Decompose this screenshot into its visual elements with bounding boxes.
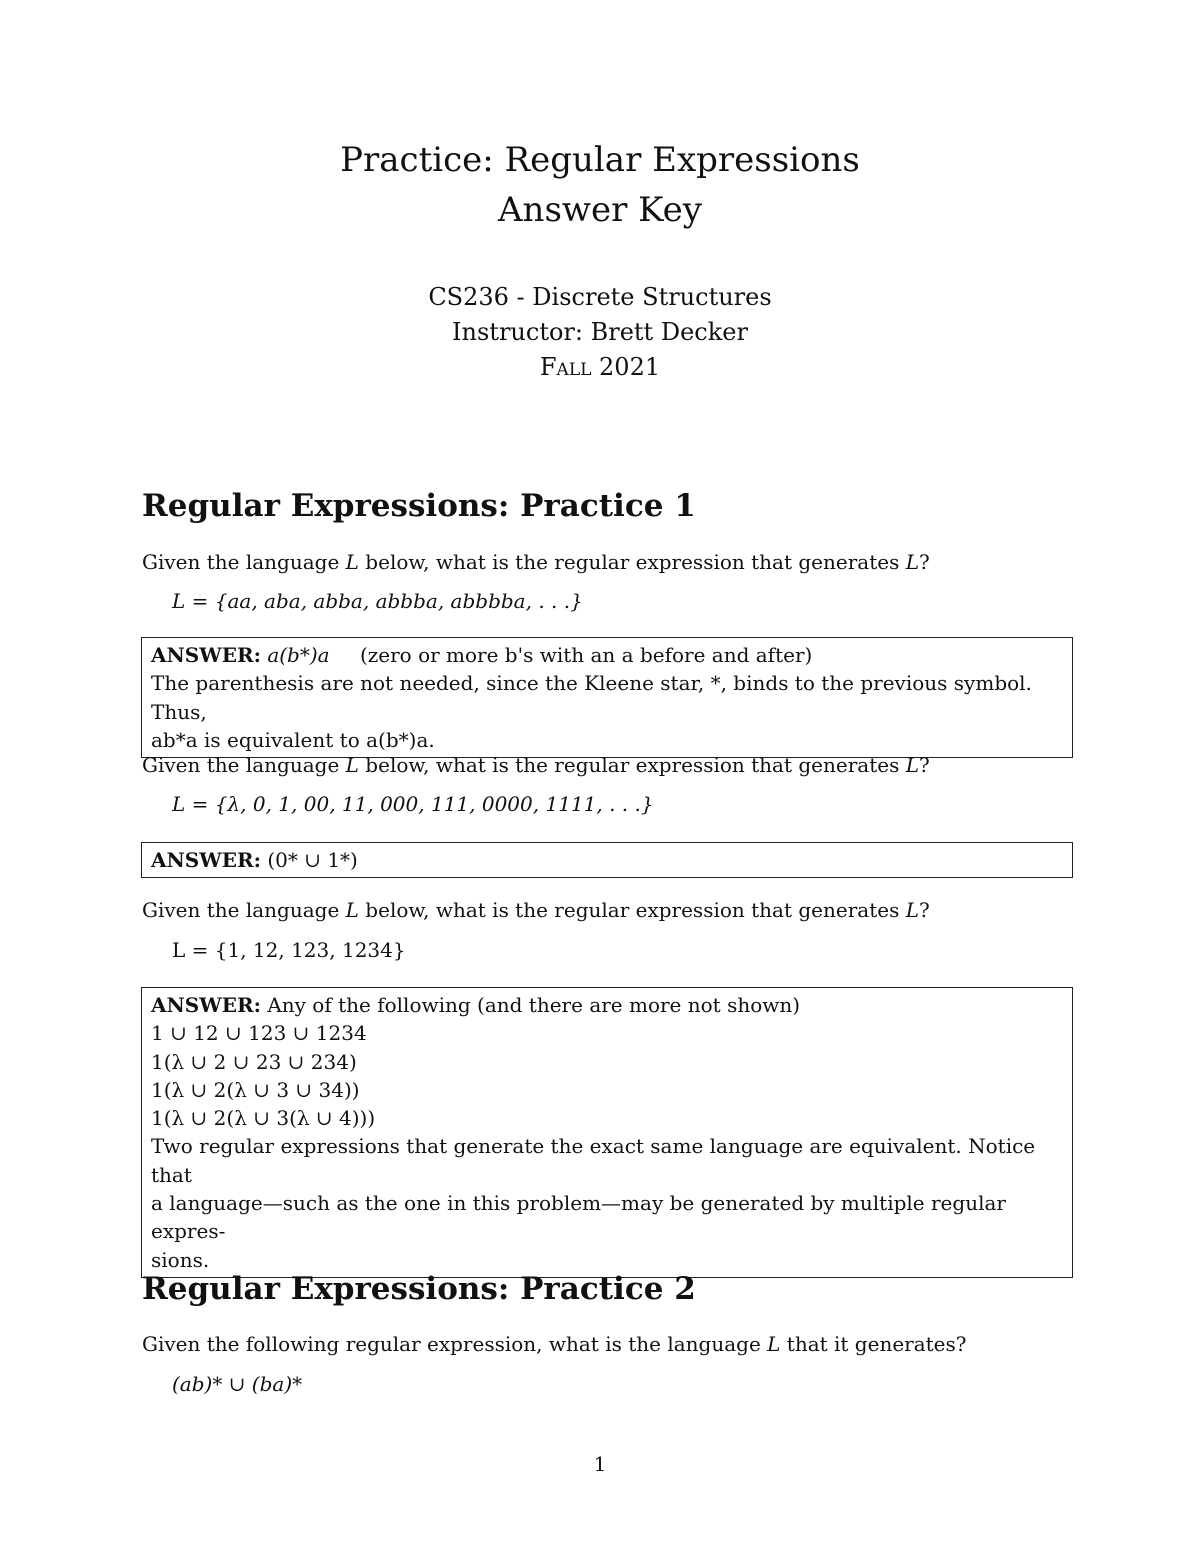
- question-text: below, what is the regular expression that generates: [358, 550, 906, 574]
- answer-expression: 1(λ ∪ 2 ∪ 23 ∪ 234): [151, 1049, 357, 1074]
- question-text: ?: [918, 898, 930, 922]
- answer-line: [151, 991, 1063, 1019]
- question-variable: L: [905, 550, 919, 574]
- question-text: ?: [918, 753, 930, 777]
- answer-box-2: [141, 842, 1073, 878]
- course-name: CS236 - Discrete Structures: [428, 283, 772, 311]
- section-heading-practice-1: Regular Expressions: Practice 1: [142, 488, 696, 524]
- answer-expression: 1(λ ∪ 2(λ ∪ 3 ∪ 34)): [151, 1077, 360, 1102]
- question-3: [142, 898, 930, 922]
- page-title: Practice: Regular Expressions: [340, 140, 860, 180]
- answer-explanation: sions.: [151, 1247, 210, 1272]
- question-text: Given the language: [142, 550, 346, 574]
- question-text: that it generates?: [780, 1332, 967, 1356]
- answer-explanation: The parenthesis are not needed, since the Kleene star, *, binds to the previous symbol. Thus,: [151, 671, 1032, 724]
- title-block: [0, 135, 1200, 235]
- question-text: ?: [918, 550, 930, 574]
- answer-explanation: ab*a is equivalent to a(b*)a.: [151, 727, 435, 752]
- instructor-name: Instructor: Brett Decker: [452, 318, 748, 346]
- regular-expression: (ab)* ∪ (ba)*: [172, 1372, 303, 1396]
- section-heading-practice-2: Regular Expressions: Practice 2: [142, 1271, 696, 1307]
- answer-explanation: a language—such as the one in this problem—may be generated by multiple regular expres-: [151, 1191, 1006, 1244]
- question-variable: L: [345, 898, 359, 922]
- answer-label: ANSWER:: [151, 993, 261, 1017]
- answer-label: ANSWER:: [151, 643, 261, 667]
- answer-line: [151, 641, 1063, 669]
- answer-expression: (0* ∪ 1*): [267, 848, 358, 872]
- question-text: Given the language: [142, 898, 346, 922]
- language-definition-1: L = {aa, aba, abba, abbba, abbbba, . . .}: [172, 589, 583, 613]
- page-number: 1: [593, 1452, 607, 1476]
- answer-explanation: Two regular expressions that generate the exact same language are equivalent. Notice that: [151, 1134, 1036, 1187]
- answer-label: ANSWER:: [151, 848, 261, 872]
- term: Fall 2021: [539, 353, 661, 381]
- answer-expression: 1(λ ∪ 2(λ ∪ 3(λ ∪ 4))): [151, 1106, 376, 1131]
- answer-box-1: [141, 637, 1073, 758]
- course-info: [0, 280, 1200, 385]
- question-variable: L: [905, 898, 919, 922]
- question-text: below, what is the regular expression that generates: [358, 753, 906, 777]
- page-subtitle: Answer Key: [498, 190, 702, 230]
- answer-expression: a(b*)a: [267, 643, 330, 667]
- answer-note: (zero or more b's with an a before and after): [359, 643, 813, 667]
- answer-expression: 1 ∪ 12 ∪ 123 ∪ 1234: [151, 1021, 367, 1046]
- question-4: [142, 1332, 967, 1356]
- question-variable: L: [345, 550, 359, 574]
- question-2: [142, 753, 930, 777]
- question-text: below, what is the regular expression that generates: [358, 898, 906, 922]
- question-text: Given the following regular expression, what is the language: [142, 1332, 768, 1356]
- language-definition-3: L = {1, 12, 123, 1234}: [172, 938, 406, 962]
- question-variable: L: [767, 1332, 781, 1356]
- question-1: [142, 550, 930, 574]
- question-variable: L: [905, 753, 919, 777]
- question-variable: L: [345, 753, 359, 777]
- question-text: Given the language: [142, 753, 346, 777]
- language-definition-2: L = {λ, 0, 1, 00, 11, 000, 111, 0000, 1111, . . .}: [172, 792, 654, 816]
- answer-box-3: [141, 987, 1073, 1278]
- answer-intro: Any of the following (and there are more not shown): [267, 993, 801, 1017]
